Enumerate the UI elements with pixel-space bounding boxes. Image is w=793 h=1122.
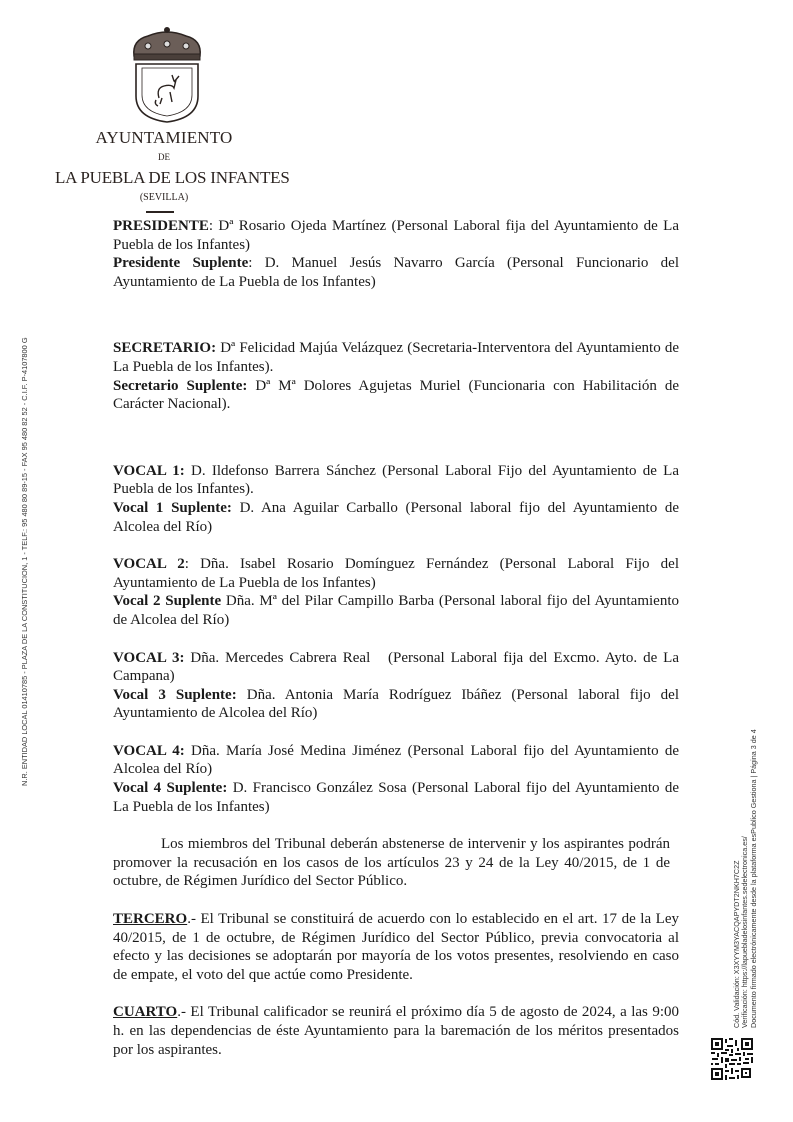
presidente-suplente-entry bbox=[113, 254, 679, 291]
qr-code-icon[interactable] bbox=[710, 1037, 754, 1081]
cuarto-label: CUARTO bbox=[113, 1004, 178, 1021]
vocal-4-entry bbox=[113, 742, 679, 779]
tercero-paragraph bbox=[113, 910, 679, 984]
header-municipality: LA PUEBLA DE LOS INFANTES bbox=[55, 168, 290, 187]
vocal-2-suplente-label: Vocal 2 Suplente bbox=[113, 593, 222, 610]
coat-of-arms-logo bbox=[126, 26, 208, 124]
vocal-3-suplente-entry bbox=[113, 686, 679, 723]
presidente-text: : Dª Rosario Ojeda Martínez (Personal Laboral fija del Ayuntamiento de La Puebla de los Infantes) bbox=[113, 218, 679, 253]
secretario-text: Dª Felicidad Majúa Velázquez (Secretaria-Interventora del Ayuntamiento de La Puebla de los Infantes). bbox=[113, 340, 679, 375]
vocal-1-suplente-entry bbox=[113, 499, 679, 536]
vocal-2-text: : Dña. Isabel Rosario Domínguez Fernández (Personal Laboral Fijo del Ayuntamiento de La Puebla de los Infantes) bbox=[113, 556, 679, 591]
vocal-4-suplente-entry bbox=[113, 779, 679, 816]
header-province: (SEVILLA) bbox=[139, 192, 189, 203]
presidente-suplente-label: Presidente Suplente bbox=[113, 255, 249, 272]
cuarto-paragraph bbox=[113, 1003, 679, 1059]
vocal-2-suplente-text: Dña. Mª del Pilar Campillo Barba (Personal laboral fijo del Ayuntamiento de Alcolea del Río) bbox=[113, 593, 679, 628]
secretario-entry bbox=[113, 339, 679, 376]
vocal-2-label: VOCAL 2 bbox=[113, 556, 185, 573]
secretario-suplente-text: Dª Mª Dolores Agujetas Muriel (Funcionaria con Habilitación de Carácter Nacional). bbox=[113, 377, 679, 413]
abstention-paragraph: Los miembros del Tribunal deberán abstenerse de intervenir y los aspirantes podrán promover la recusación en los casos de los artículos 23 y 24 de la Ley 40/2015, de 1 de octubre, de Régimen Jurídico del Sector Público. bbox=[113, 836, 670, 890]
presidente-label: PRESIDENTE bbox=[113, 218, 209, 234]
side-address-text: N.R. ENTIDAD LOCAL 01410785 - PLAZA DE LA CONSTITUCION, 1 - TELF.: 95 480 80 89-15 - FAX 95 480 82 52 - C.I.F. P-4107800 G bbox=[20, 337, 29, 786]
secretario-label: SECRETARIO: bbox=[113, 340, 217, 357]
vocal-4-suplente-text: D. Francisco González Sosa (Personal Laboral fijo del Ayuntamiento de La Puebla de los Infantes) bbox=[113, 780, 679, 815]
validation-code: Cód. Validación: X3XYYM3YACQAPYDT2NKH7C2Z bbox=[732, 860, 741, 1028]
document-body bbox=[113, 217, 683, 1059]
presidente-entry bbox=[113, 217, 679, 254]
vocal-1-suplente-label: Vocal 1 Suplente: bbox=[113, 499, 232, 516]
header-divider bbox=[146, 211, 174, 213]
cuarto-text: .- El Tribunal calificador se reunirá el próximo día 5 de agosto de 2024, a las 9:00 h. en las dependencias de éste Ayuntamiento para la baremación de los méritos presentados por los aspirantes. bbox=[113, 1004, 679, 1058]
vocal-3-text: Dña. Mercedes Cabrera Real (Personal Laboral fija del Excmo. Ayto. de La Campana) bbox=[113, 649, 683, 685]
vocal-3-label: VOCAL 3: bbox=[113, 649, 185, 666]
vocal-3-suplente-label: Vocal 3 Suplente: bbox=[113, 686, 237, 703]
vocal-3-suplente-text: Dña. Antonia María Rodríguez Ibáñez (Personal laboral fijo del Ayuntamiento de Alcolea del Río) bbox=[113, 686, 679, 722]
vocal-4-text: Dña. María José Medina Jiménez (Personal Laboral fijo del Ayuntamiento de Alcolea del Río) bbox=[113, 742, 679, 778]
header-de: DE bbox=[158, 152, 170, 162]
tercero-text: .- El Tribunal se constituirá de acuerdo con lo establecido en el art. 17 de la Ley 40/2015, de 1 de octubre, de Régimen Jurídico del Sector Público, previa convocatoria al efecto y las decisiones se adoptarán por mayoría de los votos presentes, resolviendo en caso de empate, el voto del que actúe como Presidente. bbox=[113, 911, 679, 983]
side-validation-text bbox=[733, 688, 758, 1028]
secretario-suplente-entry bbox=[113, 377, 679, 414]
vocal-1-suplente-text: D. Ana Aguilar Carballo (Personal laboral fijo del Ayuntamiento de Alcolea del Río) bbox=[113, 499, 679, 535]
tercero-label: TERCERO bbox=[113, 911, 188, 928]
vocal-2-suplente-entry bbox=[113, 592, 679, 629]
presidente-suplente-text: : D. Manuel Jesús Navarro García (Personal Funcionario del Ayuntamiento de La Puebla de los Infantes) bbox=[113, 255, 679, 290]
vocal-4-suplente-label: Vocal 4 Suplente: bbox=[113, 780, 228, 797]
vocal-1-text: D. Ildefonso Barrera Sánchez (Personal Laboral Fijo del Ayuntamiento de La Puebla de los Infantes). bbox=[113, 462, 679, 498]
header-ayuntamiento: AYUNTAMIENTO bbox=[95, 128, 233, 147]
secretario-suplente-label: Secretario Suplente: bbox=[113, 377, 248, 394]
vocal-3-entry bbox=[113, 649, 683, 686]
vocal-1-label: VOCAL 1: bbox=[113, 462, 185, 479]
vocal-1-entry bbox=[113, 462, 679, 499]
signature-note: Documento firmado electrónicamente desde la plataforma esPublico Gestiona | Página 3 de 4 bbox=[748, 729, 758, 1028]
vocal-2-entry bbox=[113, 555, 679, 592]
vocal-4-label: VOCAL 4: bbox=[113, 742, 185, 759]
verification-url[interactable]: Verificación: https://lapuebladelosinfantes.sedelectronica.es/ bbox=[740, 836, 750, 1028]
